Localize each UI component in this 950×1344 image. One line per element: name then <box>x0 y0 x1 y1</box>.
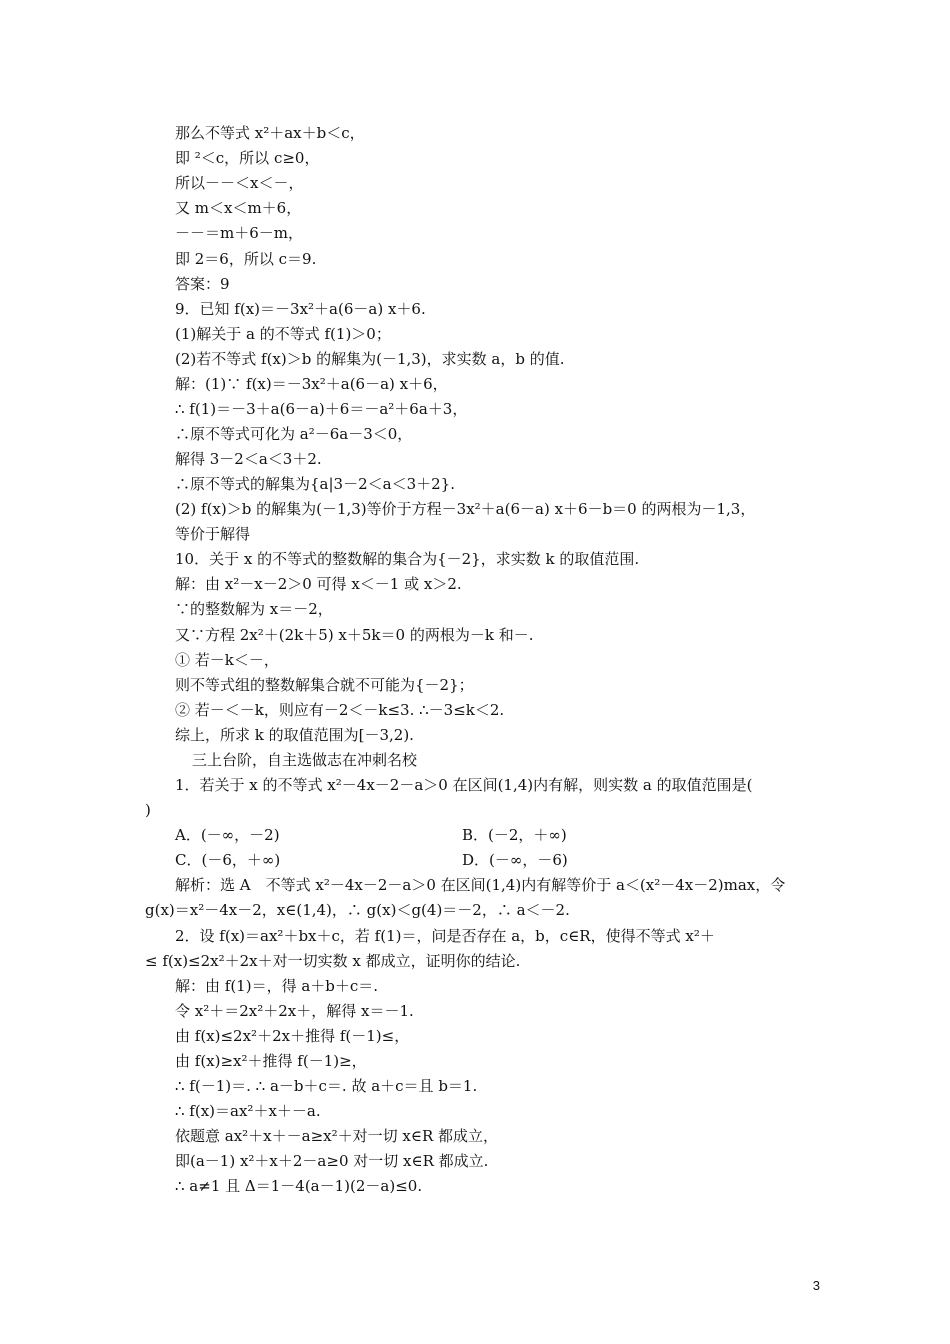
option-c: C．(－6，＋∞) <box>175 851 281 869</box>
text-line: 依题意 ax²＋x＋－a≥x²＋对一切 x∈R 都成立， <box>175 1127 499 1145</box>
text-line: 综上，所求 k 的取值范围为[－3,2). <box>175 726 414 744</box>
text-line: 1．若关于 x 的不等式 x²－4x－2－a＞0 在区间(1,4)内有解，则实数 a 的取值范围是( <box>175 776 753 794</box>
text-line: －－＝m＋6－m， <box>175 224 303 242</box>
text-line: 等价于解得 <box>175 525 251 543</box>
text-line: ∴ a≠1 且 Δ＝1－4(a－1)(2－a)≤0. <box>175 1177 423 1195</box>
text-line: (1)解关于 a 的不等式 f(1)＞0； <box>175 325 391 343</box>
text-line: 即(a－1) x²＋x＋2－a≥0 对一切 x∈R 都成立. <box>175 1152 489 1170</box>
text-line: 令 x²＋＝2x²＋2x＋，解得 x＝－1. <box>175 1002 414 1020</box>
text-line: 又∵方程 2x²＋(2k＋5) x＋5k＝0 的两根为－k 和－. <box>175 626 534 644</box>
text-line: ∴ f(－1)＝. ∴ a－b＋c＝. 故 a＋c＝且 b＝1. <box>175 1077 478 1095</box>
text-line: (2) f(x)＞b 的解集为(－1,3)等价于方程－3x²＋a(6－a) x＋6－b＝0 的两根为－1,3， <box>175 500 756 518</box>
text-line: 解得 3－2＜a＜3＋2. <box>175 450 322 468</box>
page-number: 3 <box>812 1278 820 1293</box>
text-line: 答案：9 <box>175 275 230 293</box>
text-line: ② 若－＜－k，则应有－2＜－k≤3. ∴－3≤k＜2. <box>175 701 505 719</box>
text-line: (2)若不等式 f(x)＞b 的解集为(－1,3)，求实数 a，b 的值. <box>175 350 565 368</box>
text-line: 又 m＜x＜m＋6， <box>175 199 302 217</box>
text-line: 2．设 f(x)＝ax²＋bx＋c，若 f(1)＝，问是否存在 a，b，c∈R，使得不等式 x²＋ <box>175 927 715 945</box>
text-line: ∴原不等式可化为 a²－6a－3＜0， <box>175 425 413 443</box>
text-line: 解：由 x²－x－2＞0 可得 x＜－1 或 x＞2. <box>175 575 462 593</box>
text-line: 解析：选 A 不等式 x²－4x－2－a＞0 在区间(1,4)内有解等价于 a＜(x²－4x－2)max，令 <box>175 876 786 894</box>
text-line: g(x)＝x²－4x－2，x∈(1,4)，∴ g(x)＜g(4)＝－2，∴ a＜－2. <box>145 901 570 919</box>
text-line: 10．关于 x 的不等式的整数解的集合为{－2}，求实数 k 的取值范围. <box>175 550 640 568</box>
text-line: 由 f(x)≥x²＋推得 f(－1)≥， <box>175 1052 367 1070</box>
text-line: 则不等式组的整数解集合就不可能为{－2}； <box>175 676 474 694</box>
text-line: ∴ f(1)＝－3＋a(6－a)＋6＝－a²＋6a＋3， <box>175 400 468 418</box>
text-line: ① 若－k＜－， <box>175 651 279 669</box>
text-line: 解：由 f(1)＝，得 a＋b＋c＝. <box>175 977 379 995</box>
section-heading: 三上台阶，自主选做志在冲刺名校 <box>192 751 418 769</box>
option-b: B．(－2，＋∞) <box>462 826 567 844</box>
text-line: ∴ f(x)＝ax²＋x＋－a. <box>175 1102 321 1120</box>
text-line: 所以－－＜x＜－， <box>175 174 304 192</box>
text-line: ∴原不等式的解集为{a|3－2＜a＜3＋2}. <box>175 475 455 493</box>
text-line: 即 2＝6，所以 c＝9. <box>175 250 317 268</box>
text-line: 即 ²＜c，所以 c≥0， <box>175 149 320 167</box>
text-line: 9．已知 f(x)＝－3x²＋a(6－a) x＋6. <box>175 300 426 318</box>
option-a: A．(－∞，－2) <box>175 826 280 844</box>
text-line: 那么不等式 x²＋ax＋b＜c， <box>175 124 365 142</box>
text-line: 解：(1)∵ f(x)＝－3x²＋a(6－a) x＋6， <box>175 375 448 393</box>
text-line: ≤ f(x)≤2x²＋2x＋对一切实数 x 都成立，证明你的结论. <box>145 952 521 970</box>
text-line: ) <box>145 801 151 819</box>
option-d: D．(－∞，－6) <box>462 851 568 869</box>
text-line: 由 f(x)≤2x²＋2x＋推得 f(－1)≤， <box>175 1027 410 1045</box>
text-line: ∵的整数解为 x＝－2， <box>175 600 333 618</box>
